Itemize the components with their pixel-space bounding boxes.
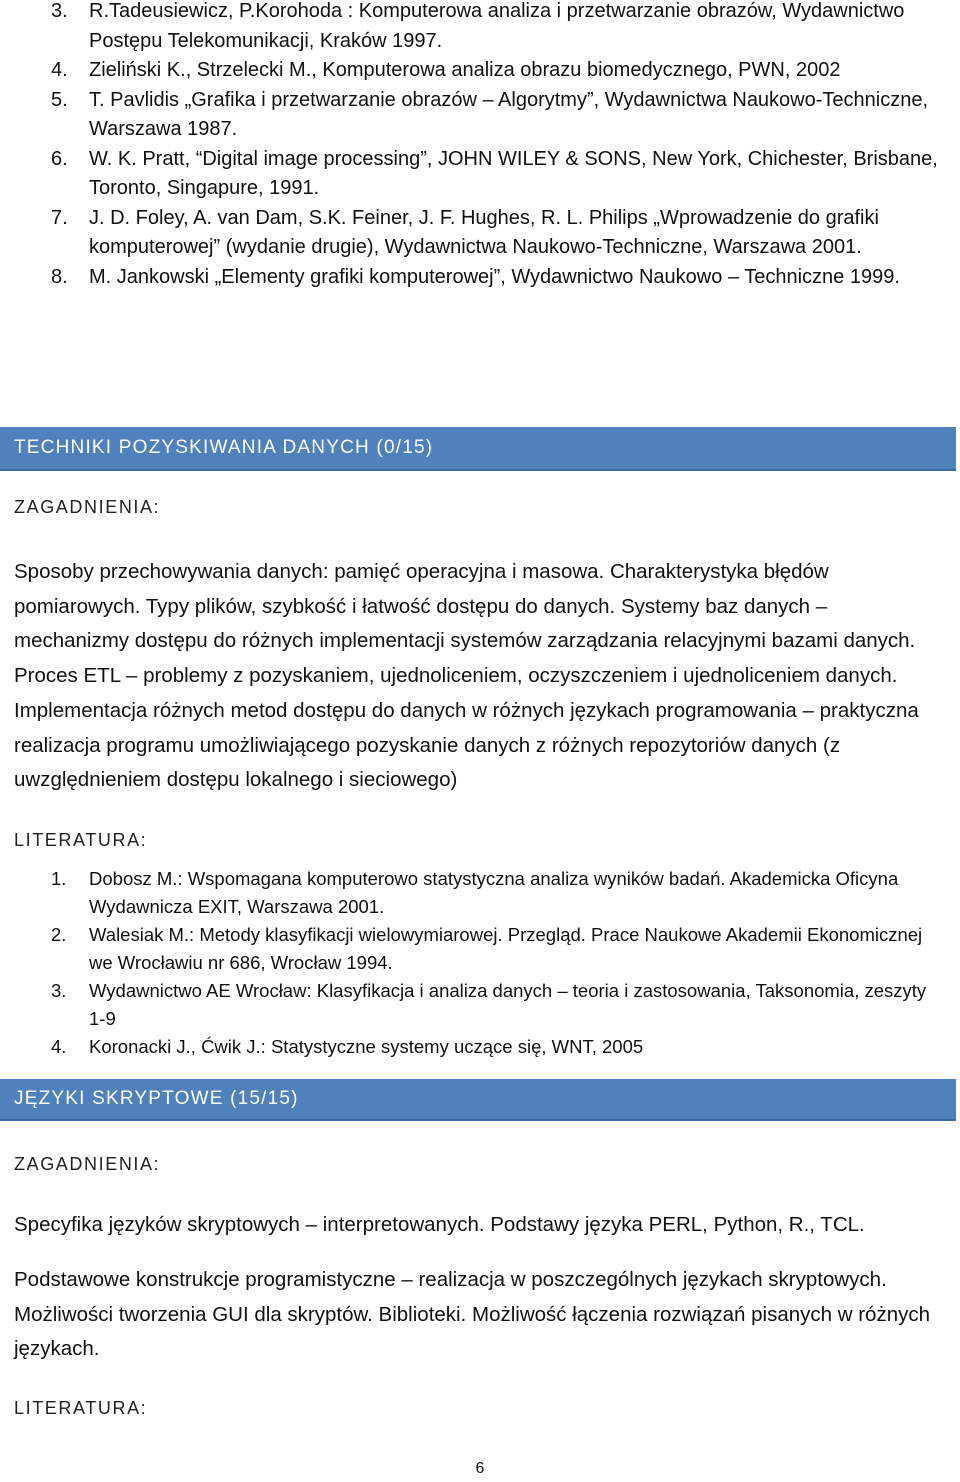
literature-label: LITERATURA: bbox=[14, 1398, 148, 1418]
topics-paragraph: Specyfika języków skryptowych – interpretowanych. Podstawy języka PERL, Python, R., TCL. bbox=[14, 1213, 865, 1236]
topics-paragraph: Sposoby przechowywania danych: pamięć operacyjna i masowa. Charakterystyka błędów pomiarowych. Typy plików, szybkość i łatwość dostępu do danych. Systemy baz danych – mechanizmy dostępu do różnych implementacji systemów zarządzania relacyjnymi bazami danych. Proces ETL – problemy z pozyskaniem, ujednoliceniem, oczyszczeniem i ujednoliceniem danych. Implementacja różnych metod dostępu do danych w różnych językach programowania – praktyczna realizacja programu umożliwiającego pozyskanie danych z różnych repozytoriów danych (z uwzględnieniem dostępu lokalnego i sieciowego) bbox=[14, 560, 919, 792]
literature-label: LITERATURA: bbox=[14, 830, 148, 850]
literature-text: Dobosz M.: Wspomagana komputerowo statystyczna analiza wyników badań. Akademicka Oficyna Wydawnicza EXIT, Warszawa 2001. bbox=[89, 868, 899, 917]
literature-item bbox=[0, 977, 960, 1033]
literature-item bbox=[0, 865, 960, 921]
reference-item bbox=[0, 204, 960, 263]
literature-text: Koronacki J., Ćwik J.: Statystyczne systemy uczące się, WNT, 2005 bbox=[89, 1036, 644, 1057]
literature-text: Wydawnictwo AE Wrocław: Klasyfikacja i analiza danych – teoria i zastosowania, Taksonomia, zeszyty 1-9 bbox=[89, 980, 927, 1029]
reference-number: 7. bbox=[51, 206, 68, 229]
reference-text: W. K. Pratt, “Digital image processing”, JOHN WILEY & SONS, New York, Chichester, Brisbane, Toronto, Singapure, 1991. bbox=[89, 147, 938, 199]
topics-paragraph: Podstawowe konstrukcje programistyczne – realizacja w poszczególnych językach skryptowych. Możliwości tworzenia GUI dla skryptów. Biblioteki. Możliwość łączenia rozwiązań pisanych w różnych językach. bbox=[14, 1268, 931, 1361]
literature-list bbox=[0, 865, 960, 1061]
literature-number: 4. bbox=[51, 1036, 67, 1057]
literature-item bbox=[0, 1033, 960, 1061]
literature-number: 2. bbox=[51, 924, 67, 945]
reference-number: 8. bbox=[51, 265, 68, 288]
section-title: TECHNIKI POZYSKIWANIA DANYCH (0/15) bbox=[14, 437, 434, 458]
section-title: JĘZYKI SKRYPTOWE (15/15) bbox=[14, 1088, 299, 1109]
page-number: 6 bbox=[475, 1460, 485, 1477]
section-heading-bar bbox=[0, 1079, 956, 1121]
reference-text: M. Jankowski „Elementy grafiki komputerowej”, Wydawnictwo Naukowo – Techniczne 1999. bbox=[89, 265, 900, 288]
topics-label: ZAGADNIENIA: bbox=[14, 497, 161, 517]
literature-item bbox=[0, 921, 960, 977]
reference-number: 5. bbox=[51, 88, 68, 111]
reference-text: Zieliński K., Strzelecki M., Komputerowa analiza obrazu biomedycznego, PWN, 2002 bbox=[89, 59, 841, 81]
reference-item bbox=[0, 263, 960, 293]
reference-text: R.Tadeusiewicz, P.Korohoda : Komputerowa analiza i przetwarzanie obrazów, Wydawnictwo Postępu Telekomunikacji, Kraków 1997. bbox=[89, 0, 905, 52]
reference-item bbox=[0, 56, 960, 86]
literature-number: 1. bbox=[51, 868, 67, 889]
reference-text: J. D. Foley, A. van Dam, S.K. Feiner, J. F. Hughes, R. L. Philips „Wprowadzenie do grafiki komputerowej” (wydanie drugie), Wydawnictwa Naukowo-Techniczne, Warszawa 2001. bbox=[89, 206, 879, 258]
reference-item bbox=[0, 0, 960, 56]
reference-text: T. Pavlidis „Grafika i przetwarzanie obrazów – Algorytmy”, Wydawnictwa Naukowo-Techniczne, Warszawa 1987. bbox=[89, 88, 929, 140]
literature-number: 3. bbox=[51, 980, 67, 1001]
section-heading-bar bbox=[0, 427, 956, 471]
reference-number: 6. bbox=[51, 147, 68, 170]
reference-item bbox=[0, 145, 960, 204]
reference-item bbox=[0, 86, 960, 145]
topics-label: ZAGADNIENIA: bbox=[14, 1154, 161, 1174]
reference-number: 4. bbox=[51, 59, 68, 81]
literature-text: Walesiak M.: Metody klasyfikacji wielowymiarowej. Przegląd. Prace Naukowe Akademii Ekonomicznej we Wrocławiu nr 686, Wrocław 1994. bbox=[89, 924, 923, 973]
reference-list bbox=[0, 0, 960, 292]
reference-number: 3. bbox=[51, 0, 68, 22]
